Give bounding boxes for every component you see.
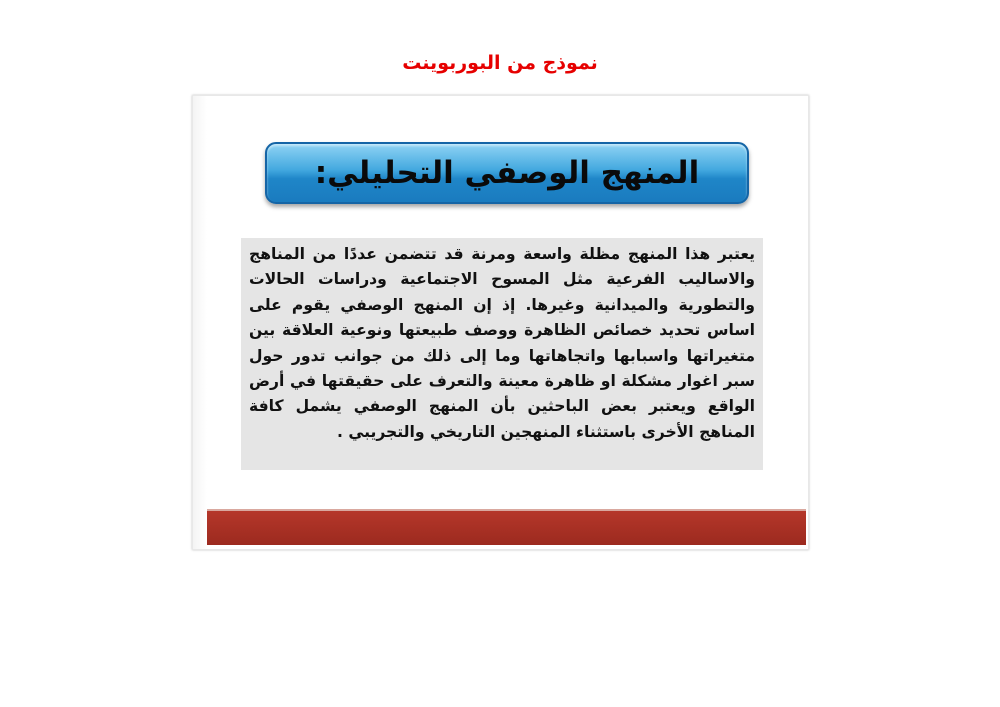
slide-body-text: يعتبر هذا المنهج مظلة واسعة ومرنة قد تتضمن عددًا من المناهج والاساليب الفرعية مثل المسوح الاجتماعية ودراسات الحالات والتطورية والميدانية وغيرها. إذ إن المنهج الوصفي يقوم على اساس تحديد خصائص الظاهرة ووصف طبيعتها ونوعية العلاقة بين متغيراتها واسبابها واتجاهاتها وما إلى ذلك من جوانب تدور حول سبر اغوار مشكلة او ظاهرة معينة والتعرف على حقيقتها في أرض الواقع ويعتبر بعض الباحثين بأن المنهج الوصفي يشمل كافة المناهج الأخرى باستثناء المنهجين التاريخي والتجريبي . [241, 238, 763, 470]
slide-left-stripe [193, 96, 207, 549]
slide-title: المنهج الوصفي التحليلي: [314, 155, 700, 191]
page-caption: نموذج من البوربوينت [402, 52, 598, 74]
slide-footer-band [207, 511, 806, 545]
presentation-slide [192, 95, 809, 550]
slide-title-banner [265, 142, 749, 204]
